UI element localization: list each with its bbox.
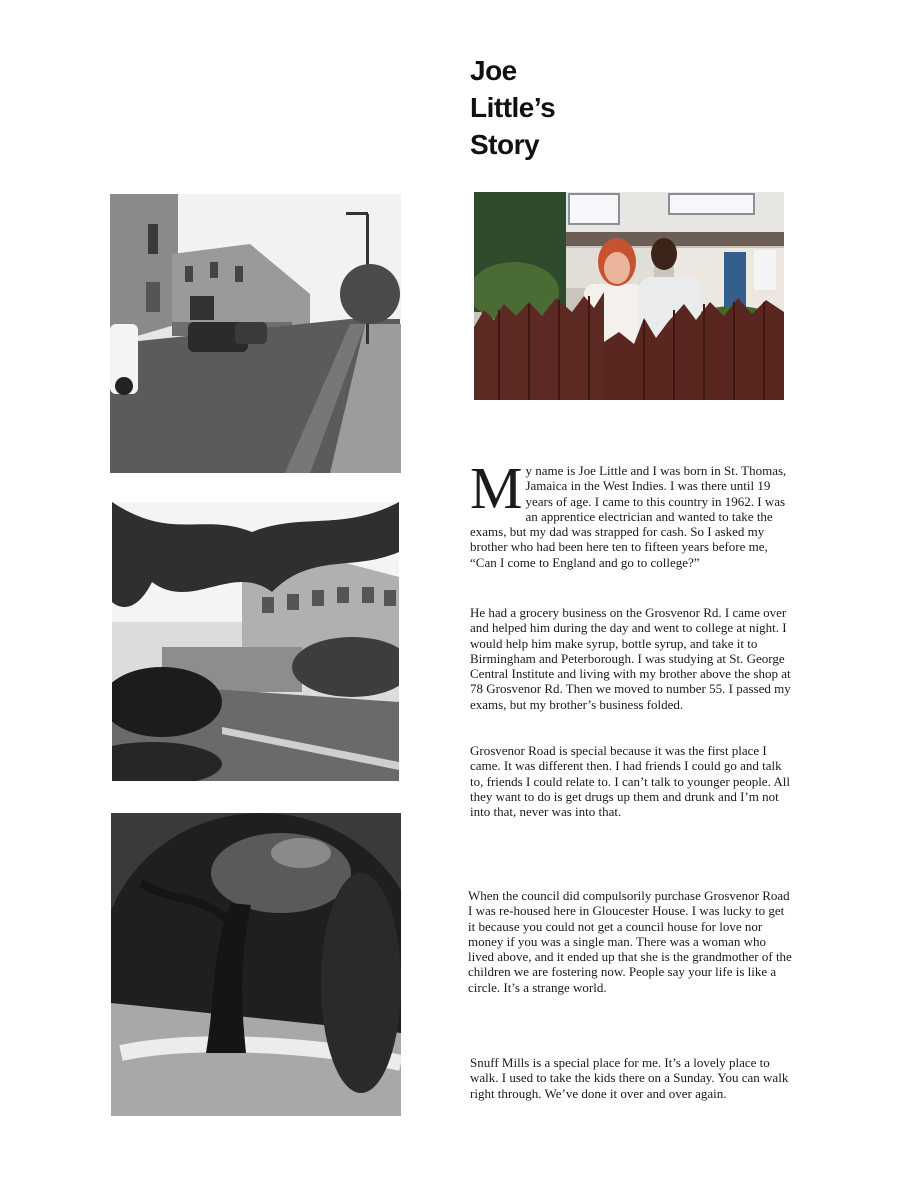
title-line-1: Joe — [470, 55, 517, 86]
story-paragraph-2: He had a grocery business on the Grosvenor Rd. I came over and helped him during the day and went to college at night. I would help him make syrup, bottle syrup, and take it to Birmingham and Peterborough. I was studying at St. George Central Institute and living with my brother above the shop at 78 Grosvenor Rd. Then we moved to number 55. I passed my exams, but my brother’s business folded. — [470, 605, 791, 712]
portrait-photo — [474, 192, 784, 400]
drop-cap: M — [470, 455, 523, 521]
story-paragraph-5: Snuff Mills is a special place for me. It’s a lovely place to walk. I used to take the kids there on a Sunday. You can walk right through. We’ve done it over and over again. — [470, 1055, 789, 1101]
street-photo — [112, 502, 399, 781]
park-photo — [111, 813, 401, 1116]
title-line-3: Story — [470, 129, 540, 160]
street-photo — [110, 194, 401, 473]
story-paragraph-1-text: y name is Joe Little and I was born in St. Thomas, Jamaica in the West Indies. I was there until 19 years of age. I came to this country in 1962. I was an apprentice electrician and wanted to take the exams, but my dad was strapped for cash. So I asked my brother who had been here ten to fifteen years before me, “Can I come to England and go to college?” — [470, 463, 787, 570]
story-paragraph-3: Grosvenor Road is special because it was the first place I came. It was different then. I had friends I could go and talk to, friends I could relate to. I can’t talk to younger people. All they want to do is get drugs up them and drunk and I’m not into that, never was into that. — [470, 743, 790, 820]
story-paragraph-1 — [470, 455, 792, 570]
story-title — [470, 52, 670, 163]
story-paragraph-4: When the council did compulsorily purchase Grosvenor Road I was re-housed here in Gloucester House. I was lucky to get it because you could not get a council house for love nor money if you was a single man. There was a woman who lived above, and it ended up that she is the grandmother of the children we are fostering now. People say your life is like a circle. It’s a strange world. — [468, 888, 792, 995]
title-line-2: Little’s — [470, 92, 556, 123]
